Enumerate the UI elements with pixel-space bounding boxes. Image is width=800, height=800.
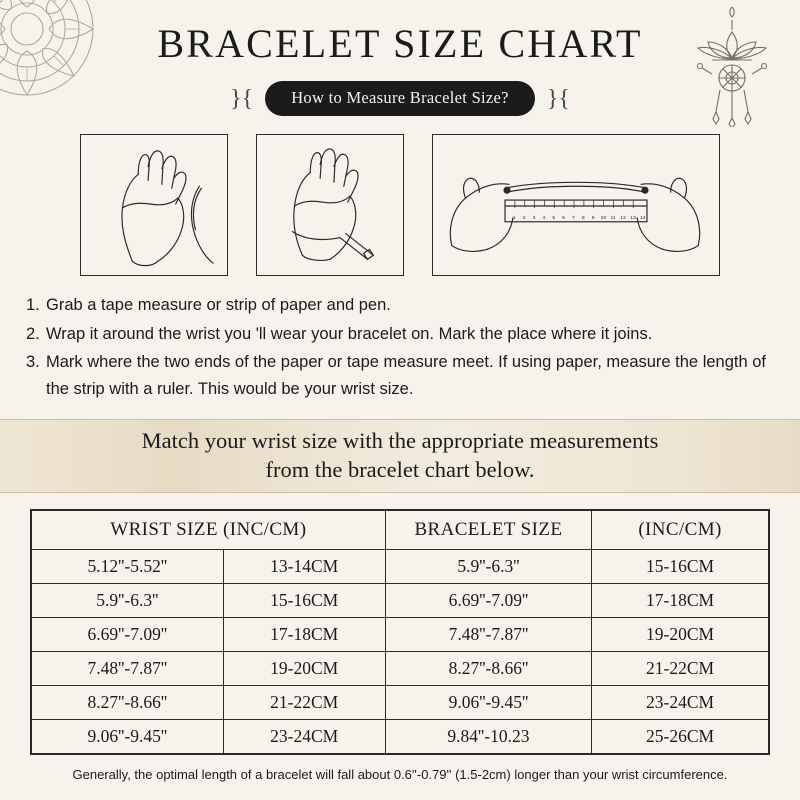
list-item — [26, 349, 774, 402]
cell-wrist-inch: 9.06''-9.45'' — [32, 719, 224, 753]
cell-bracelet-cm: 23-24CM — [592, 685, 769, 719]
cell-bracelet-cm: 19-20CM — [592, 617, 769, 651]
illustration-hands-measuring-with-ruler — [432, 134, 720, 276]
cell-wrist-cm: 17-18CM — [223, 617, 385, 651]
header-bracelet-size: BRACELET SIZE — [385, 510, 591, 549]
cell-bracelet-inch: 6.69''-7.09'' — [385, 583, 591, 617]
svg-text:1: 1 — [512, 215, 516, 221]
table-row — [32, 719, 769, 753]
svg-text:12: 12 — [620, 215, 626, 221]
svg-text:6: 6 — [562, 215, 565, 221]
svg-text:5: 5 — [552, 215, 556, 221]
table-row — [32, 685, 769, 719]
cell-wrist-inch: 5.9''-6.3'' — [32, 583, 224, 617]
cell-bracelet-inch: 7.48''-7.87'' — [385, 617, 591, 651]
step-text: Wrap it around the wrist you 'll wear your bracelet on. Mark the place where it joins. — [46, 324, 653, 343]
svg-text:10: 10 — [600, 215, 607, 221]
cell-bracelet-inch: 9.84''-10.23 — [385, 719, 591, 753]
step-number: 2. — [26, 324, 40, 343]
cell-bracelet-inch: 5.9''-6.3'' — [385, 549, 591, 583]
table-row — [32, 617, 769, 651]
table-row — [32, 549, 769, 583]
step-number: 1. — [26, 296, 40, 314]
svg-text:14: 14 — [640, 215, 646, 221]
footnote: Generally, the optimal length of a bracelet will fall about 0.6''-0.79'' (1.5-2cm) longer than your wrist circumference. — [72, 766, 728, 782]
cell-wrist-cm: 23-24CM — [223, 719, 385, 753]
banner — [0, 419, 800, 493]
svg-text:2: 2 — [522, 215, 526, 221]
table-row — [32, 583, 769, 617]
cell-bracelet-inch: 8.27''-8.66'' — [385, 651, 591, 685]
cell-bracelet-cm: 25-26CM — [592, 719, 769, 753]
hand-with-paper-strip-icon — [257, 135, 403, 275]
illustrations-row — [0, 134, 800, 276]
cell-wrist-inch: 7.48''-7.87'' — [32, 651, 224, 685]
hand-with-tape-measure-icon — [81, 135, 227, 275]
page-title: BRACELET SIZE CHART — [157, 21, 643, 66]
svg-text:11: 11 — [610, 215, 616, 221]
header-wrist-size: WRIST SIZE (INC/CM) — [32, 510, 386, 549]
cell-wrist-cm: 21-22CM — [223, 685, 385, 719]
hands-measuring-strip-with-ruler-icon — [433, 135, 719, 275]
left-flourish-icon: }{ — [230, 85, 254, 112]
cell-wrist-inch: 6.69''-7.09'' — [32, 617, 224, 651]
cell-wrist-inch: 8.27''-8.66'' — [32, 685, 224, 719]
list-item — [26, 292, 774, 319]
list-item — [26, 321, 774, 348]
step-text: Grab a tape measure or strip of paper and pen. — [46, 296, 391, 314]
illustration-hand-with-tape-measure — [80, 134, 228, 276]
cell-bracelet-inch: 9.06''-9.45'' — [385, 685, 591, 719]
size-table — [30, 509, 770, 755]
step-number: 3. — [26, 353, 40, 372]
table-header-row — [32, 510, 769, 549]
table-row — [32, 651, 769, 685]
svg-text:4: 4 — [542, 215, 546, 221]
svg-text:7: 7 — [572, 215, 575, 221]
header-bracelet-units: (INC/CM) — [592, 510, 769, 549]
step-text: Mark where the two ends of the paper or tape measure meet. If using paper, measure the length of the strip with a ruler. This would be your wrist size. — [46, 353, 766, 399]
cell-bracelet-cm: 17-18CM — [592, 583, 769, 617]
cell-wrist-cm: 15-16CM — [223, 583, 385, 617]
subtitle-pill: How to Measure Bracelet Size? — [265, 81, 535, 116]
illustration-hand-with-paper-strip — [256, 134, 404, 276]
svg-text:13: 13 — [630, 215, 636, 221]
subtitle-row — [0, 81, 800, 116]
steps-list — [26, 292, 774, 403]
svg-text:8: 8 — [581, 215, 585, 221]
banner-line-1: Match your wrist size with the appropriate measurements — [141, 428, 659, 454]
cell-bracelet-cm: 21-22CM — [592, 651, 769, 685]
cell-wrist-inch: 5.12''-5.52'' — [32, 549, 224, 583]
cell-bracelet-cm: 15-16CM — [592, 549, 769, 583]
cell-wrist-cm: 13-14CM — [223, 549, 385, 583]
right-flourish-icon: }{ — [546, 85, 570, 112]
svg-text:9: 9 — [591, 215, 595, 221]
banner-line-2: from the bracelet chart below. — [265, 456, 535, 482]
cell-wrist-cm: 19-20CM — [223, 651, 385, 685]
svg-text:3: 3 — [532, 215, 536, 221]
